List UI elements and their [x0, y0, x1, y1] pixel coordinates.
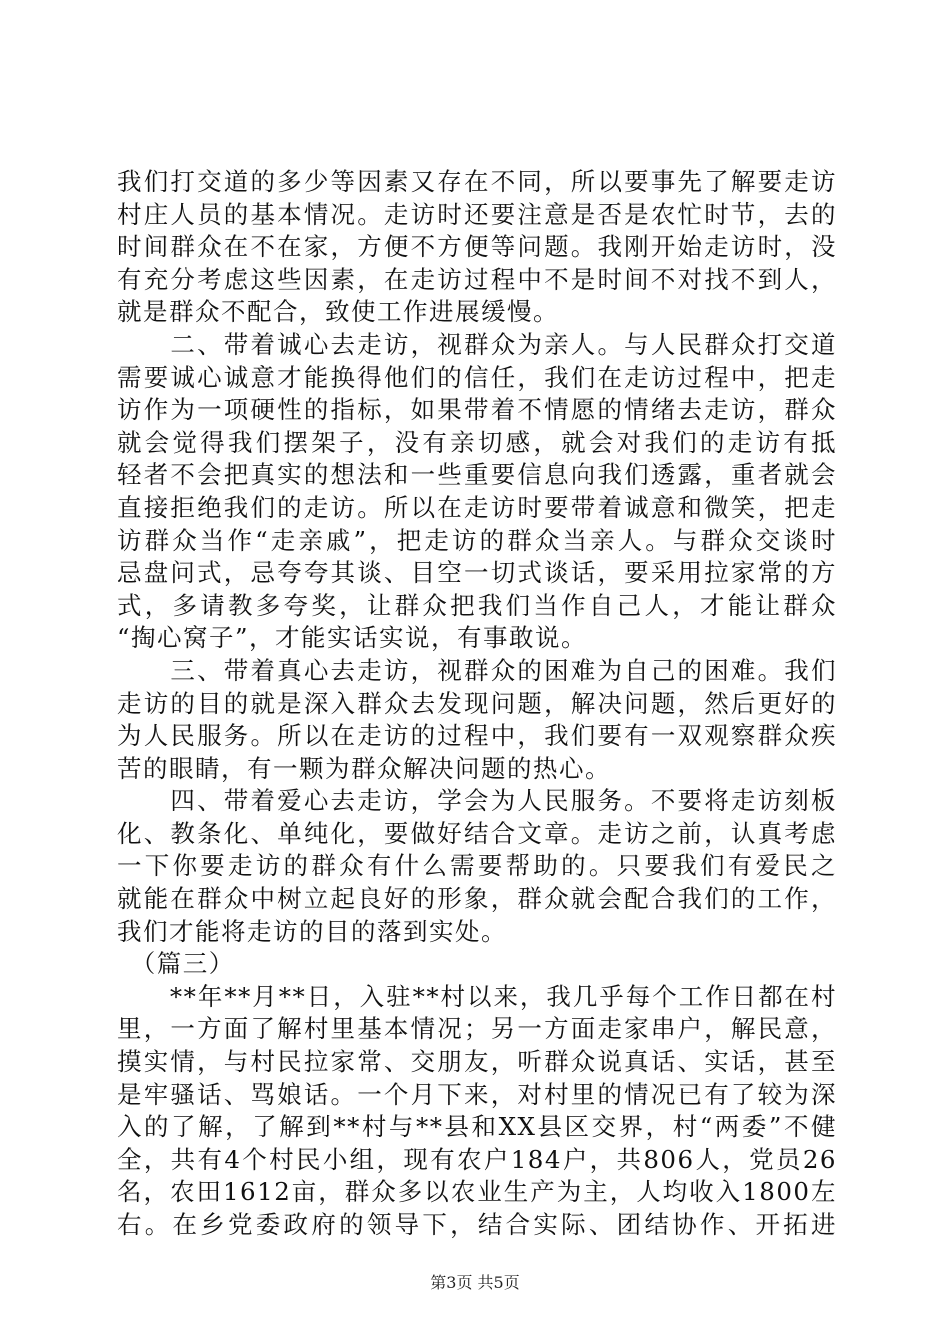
text-line: 化、教条化、单纯化，要做好结合文章。走访之前，认真考虑: [117, 818, 837, 848]
text-line: 忌盘问式，忌夸夸其谈、目空一切式谈话，要采用拉家常的方: [117, 558, 837, 588]
text-line: 轻者不会把真实的想法和一些重要信息向我们透露，重者就会: [117, 460, 837, 490]
text-line: 式，多请教多夸奖，让群众把我们当作自己人，才能让群众: [117, 590, 837, 620]
text-line: 我们打交道的多少等因素又存在不同，所以要事先了解要走访: [117, 167, 837, 196]
text-line: 直接拒绝我们的走访。所以在走访时要带着诚意和微笑，把走: [117, 492, 837, 522]
text-line: 有充分考虑这些因素，在走访过程中不是时间不对找不到人，: [117, 264, 837, 294]
page-footer: 第3页 共5页: [430, 1273, 520, 1292]
text-line: （篇三）: [117, 949, 235, 979]
text-line: 我们才能将走访的目的落到实处。: [117, 916, 507, 946]
text-line: 里，一方面了解村里基本情况；另一方面走家串户，解民意，: [117, 1014, 837, 1044]
text-line: 一下你要走访的群众有什么需要帮助的。只要我们有爱民之: [117, 851, 837, 881]
text-line: 苦的眼睛，有一颗为群众解决问题的热心。: [117, 753, 611, 783]
text-line: 时间群众在不在家，方便不方便等问题。我刚开始走访时，没: [117, 232, 837, 262]
text-line: 全，共有4个村民小组，现有农户184户，共806人，党员26: [117, 1144, 837, 1174]
text-line: 就能在群众中树立起良好的形象，群众就会配合我们的工作，: [117, 884, 837, 914]
text-line: 访群众当作“走亲戚”，把走访的群众当亲人。与群众交谈时: [117, 525, 837, 555]
text-line: 二、带着诚心去走访，视群众为亲人。与人民群众打交道: [117, 329, 837, 359]
text-line: 走访的目的就是深入群众去发现问题，解决问题，然后更好的: [117, 688, 837, 718]
text-line: 访作为一项硬性的指标，如果带着不情愿的情绪去走访，群众: [117, 395, 837, 425]
text-line: 为人民服务。所以在走访的过程中，我们要有一双观察群众疾: [117, 721, 837, 751]
text-line: 摸实情，与村民拉家常、交朋友，听群众说真话、实话，甚至: [117, 1047, 837, 1077]
text-line: 右。在乡党委政府的领导下，结合实际、团结协作、开拓进: [117, 1210, 837, 1239]
text-line: 是牢骚话、骂娘话。一个月下来，对村里的情况已有了较为深: [117, 1079, 837, 1109]
text-line: 村庄人员的基本情况。走访时还要注意是否是农忙时节，去的: [117, 199, 837, 229]
text-line: 四、带着爱心去走访，学会为人民服务。不要将走访刻板: [117, 786, 837, 816]
text-line: 需要诚心诚意才能换得他们的信任，我们在走访过程中，把走: [117, 362, 837, 392]
text-line: 就会觉得我们摆架子，没有亲切感，就会对我们的走访有抵: [117, 427, 837, 457]
text-line: 就是群众不配合，致使工作进展缓慢。: [117, 297, 559, 327]
text-line: 三、带着真心去走访，视群众的困难为自己的困难。我们: [117, 655, 837, 685]
text-line: “掏心窝子”，才能实话实说，有事敢说。: [117, 623, 588, 653]
text-line: **年**月**日，入驻**村以来，我几乎每个工作日都在村: [117, 981, 837, 1011]
text-line: 名，农田1612亩，群众多以农业生产为主，人均收入1800左: [117, 1177, 837, 1207]
body-text: [117, 166, 837, 1242]
text-line: 入的了解，了解到**村与**县和XX县区交界，村“两委”不健: [117, 1112, 837, 1142]
